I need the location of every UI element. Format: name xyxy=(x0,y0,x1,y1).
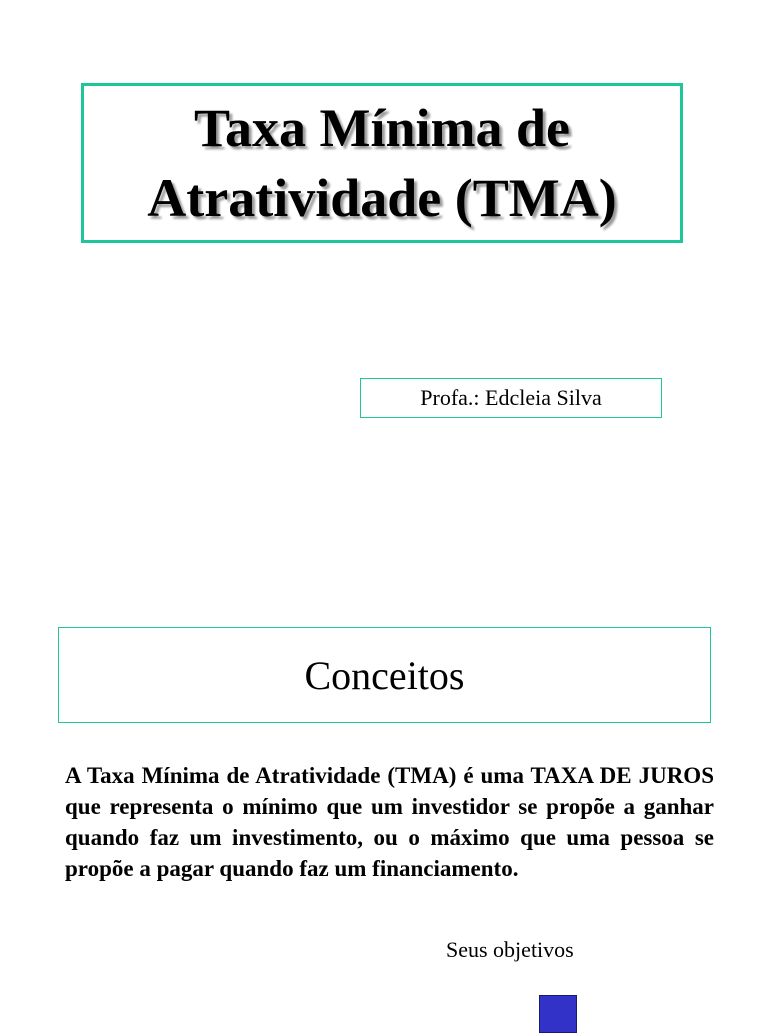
section-heading-box xyxy=(58,627,711,723)
section-heading: Conceitos xyxy=(304,652,465,698)
objectives-label: Seus objetivos xyxy=(446,937,574,962)
author-box xyxy=(360,378,662,418)
title-line-2: Atratividade (TMA) xyxy=(147,168,617,228)
definition-paragraph: A Taxa Mínima de Atratividade (TMA) é uma TAXA DE JUROS que representa o mínimo que um investidor se propõe a ganhar quando faz um investimento, ou o máximo que uma pessoa se propõe a pagar quando faz um financiamento. xyxy=(65,763,714,881)
title-line-1: Taxa Mínima de xyxy=(193,98,571,158)
author-name: Profa.: Edcleia Silva xyxy=(420,385,602,410)
title-box xyxy=(81,83,683,243)
page-title xyxy=(137,93,626,233)
nav-square-button[interactable] xyxy=(539,995,577,1033)
